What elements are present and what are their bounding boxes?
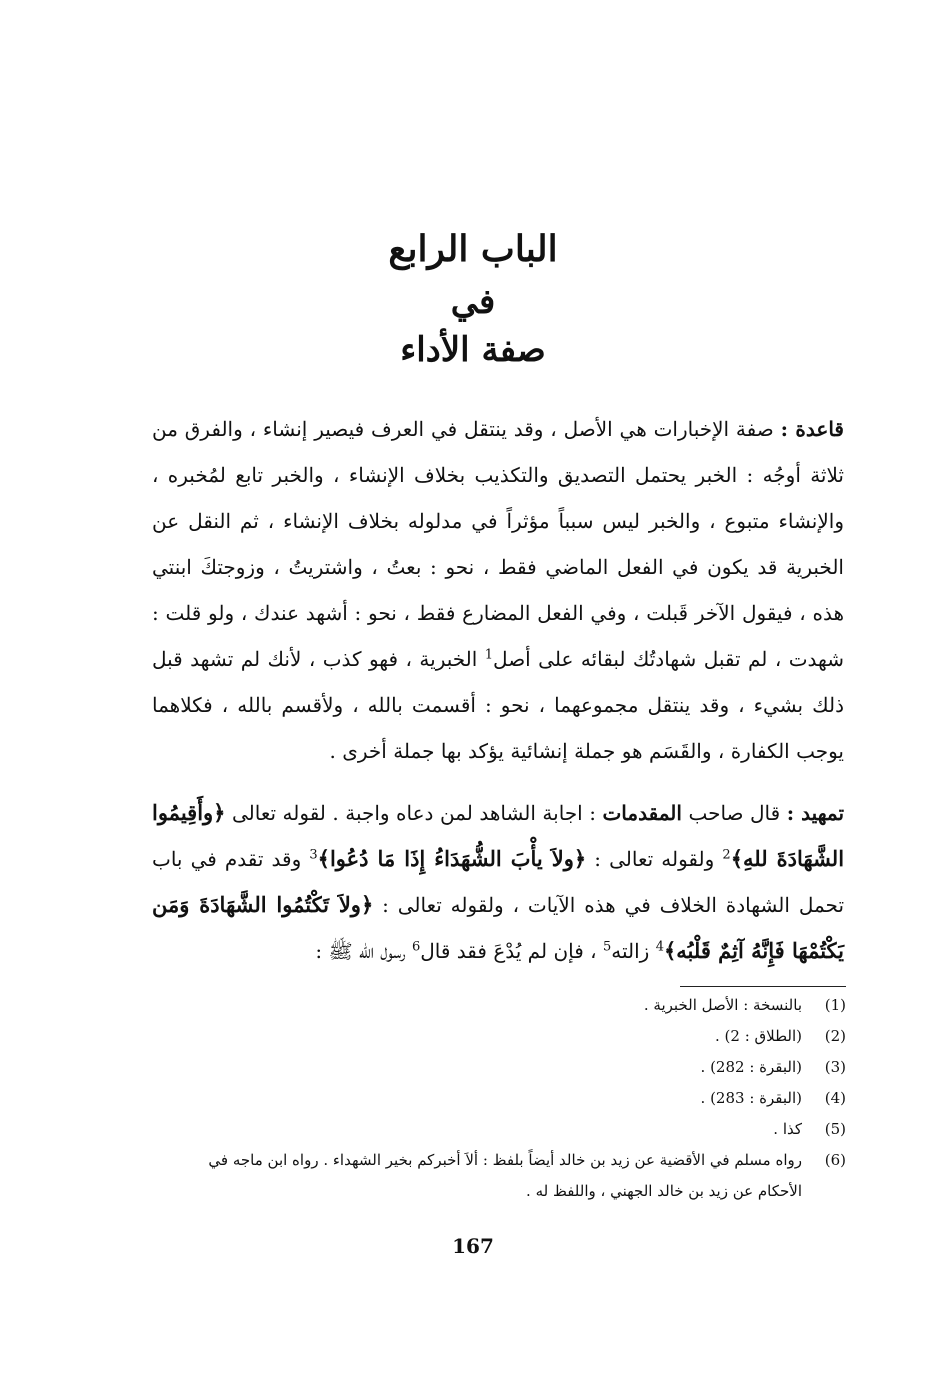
- footnote: [160, 1145, 846, 1207]
- footnote-ref-3: 3: [309, 847, 318, 863]
- rule-text-continued: الخبرية ، فهو كذب ، لأنك لم تشهد قبل ذلك بشيء ، وقد ينتقل مجموعهما ، نحو : أقسمت بالله ، ولأقسم بالله ، فكلاهما يوجب الكفارة ، والقَسَم هو جملة إنشائية يؤكد بها جملة أخرى .: [152, 647, 844, 763]
- chapter-title-preposition: في: [450, 282, 496, 322]
- footnote-text: بالنسخة : الأصل الخبرية .: [643, 996, 802, 1014]
- footnote-ref-1: 1: [484, 647, 494, 663]
- quran-verse-3: ﴿ولاَ تَكْتُمُوا الشَّهَادَةَ وَمَن يَكْتُمْهَا فَإِنَّهُ آثِمٌ قَلْبُه﴾: [152, 892, 844, 963]
- introduction-text-f: ، فإن لم يُدْعَ فقد قال: [420, 939, 597, 963]
- rule-paragraph: [152, 406, 844, 774]
- footnote-number: (6): [824, 1151, 846, 1169]
- footnote-text: كذا .: [773, 1120, 802, 1138]
- book-title-muqaddimat: المقدمات: [602, 801, 682, 825]
- footnote-ref-6: 6: [411, 939, 421, 955]
- footnote-ref-4: 4: [655, 939, 664, 955]
- introduction-text-b: : اجابة الشاهد لمن دعاه واجبة . لقوله تعالى: [231, 801, 596, 825]
- footnote-text: (البقرة : 283) .: [700, 1089, 802, 1107]
- footnote-separator: [680, 986, 846, 987]
- introduction-text-a: قال صاحب: [688, 801, 781, 825]
- introduction-label: تمهيد :: [786, 801, 845, 825]
- introduction-text-c: ولقوله تعالى :: [594, 847, 715, 871]
- quran-verse-1: ﴿وأَقِيمُوا الشَّهَادَةَ للهِ﴾: [152, 800, 845, 871]
- footnote-number: (4): [824, 1089, 846, 1107]
- introduction-paragraph: [152, 790, 844, 974]
- quran-verse-2: ﴿ولاَ يأْبَ الشُّهَدَاءُ إِذَا مَا دُعُوا﴾: [317, 846, 587, 871]
- footnote-ref-5: 5: [602, 939, 612, 955]
- rule-text: صفة الإخبارات هي الأصل ، وقد ينتقل في العرف فيصير إنشاء ، والفرق من ثلاثة أوجُه : الخبر يحتمل التصديق والتكذيب بخلاف الإنشاء ، والخبر تابع لمُخبره ، والإنشاء متبوع ، والخبر ليس سبباً مؤثراً في مدلوله بخلاف الإنشاء ، ثم النقل عن الخبرية قد يكون في الفعل الماضي فقط ، نحو : بعتُ ، واشتريتُ ، وزوجتكَ ابنتي هذه ، فيقول الآخر قَبلت ، وفي الفعل المضارع فقط ، نحو : أشهد عندك ، ولو قلت : شهدت ، لم تقبل شهادتُك لبقائه على أصل: [152, 417, 845, 671]
- introduction-text-e: زالته: [611, 939, 650, 963]
- introduction-text-d: وقد تقدم في باب تحمل الشهادة الخلاف في هذه الآيات ، ولقوله تعالى :: [152, 847, 845, 917]
- footnote-ref-2: 2: [722, 847, 731, 863]
- rule-label: قاعدة :: [780, 417, 844, 441]
- footnote-number: (1): [824, 996, 846, 1014]
- chapter-subtitle: صفة الأداء: [400, 330, 546, 370]
- footnote: [160, 990, 846, 1021]
- footnotes: [160, 990, 846, 1207]
- footnote-number: (5): [824, 1120, 846, 1138]
- footnote: [160, 1052, 846, 1083]
- footnote: [160, 1083, 846, 1114]
- footnote-number: (2): [824, 1027, 846, 1045]
- footnote: [160, 1021, 846, 1052]
- footnote-text: رواه مسلم في الأقضية عن زيد بن خالد أيضاً بلفظ : ألاَ أخبركم بخير الشهداء . رواه ابن ماجه في الأحكام عن زيد بن خالد الجهني ، واللفظ له .: [208, 1151, 802, 1200]
- introduction-text-g: رسول الله ﷺ :: [315, 939, 406, 963]
- footnote-text: (الطلاق : 2) .: [714, 1027, 802, 1045]
- footnote-number: (3): [824, 1058, 846, 1076]
- page-number: 167: [452, 1234, 494, 1258]
- footnote: [160, 1114, 846, 1145]
- chapter-title: الباب الرابع: [388, 228, 558, 270]
- footnote-text: (البقرة : 282) .: [700, 1058, 802, 1076]
